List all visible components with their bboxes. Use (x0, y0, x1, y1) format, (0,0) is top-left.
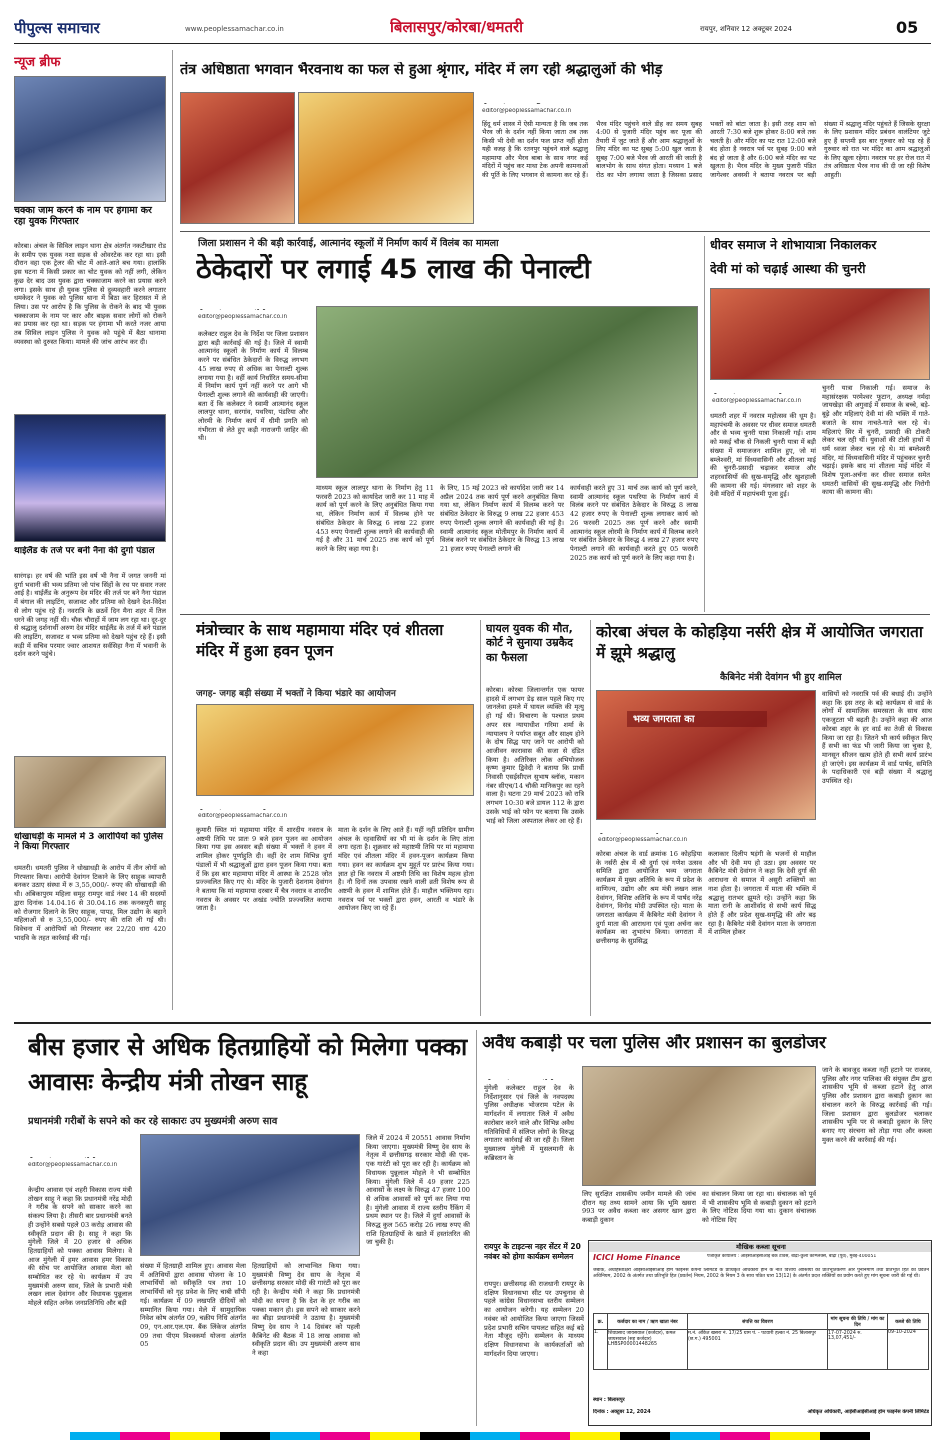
byline-place (766, 393, 782, 394)
dhivar-email: editor@peoplessamachar.co.in (712, 398, 802, 404)
court-body: कोरबा। कोरबा जिलान्तर्गत एक फायर हादसे में लगभग डेढ़ साल पहले किए गए जानलेवा हमले में घायल व्यक्ति की मृत्यु हो गई थी। विचारण के पश्चात प्रथम अपर सत्र न्यायाधीश गरिमा शर्मा के न्यायालय ने पर्याप्त सबूत और साक्ष्य होने के दोष सिद्ध पाए जाने पर आरोपी को आजीवन कारावास की सजा से दंडित किया है। अतिरिक्त लोक अभियोजक कृष्ण कुमार द्विवेदी ने बताया कि प्रार्थी निवासी एसईसीएल सुभाष ब्लॉक, मकान नंबर सीएच/14 चौकी मानिकपुर का रहने वाला है। घटना 29 मार्च 2023 को रात्रि लगभग 10:30 बजे डायल 112 के द्वारा उसके भाई को फोन पर बताया कि उसके भाई को जिला अस्पताल लेकर आ रहे हैं। (486, 686, 584, 825)
column-divider (704, 236, 705, 612)
section-rule (180, 231, 930, 232)
table-cell: 1. (594, 1330, 608, 1370)
jagrata-col-1: कोरबा अंचल के वार्ड क्रमांक 16 कोहड़िया के नर्सरी क्षेत्र में श्री दुर्गा एवं गणेश उत्सव समिति द्वारा आयोजित भव्य जगराता कार्यक्रम में मुख्य अतिथि के रूप में प्रदेश के वाणिज्य, उद्योग और श्रम मंत्री लखन लाल देवांगन, विशिष्ट अतिथि के रूप में पार्षद नरेंद्र देवांगन, विनोद मोदी उपस्थित रहे। माता के जगराता कार्यक्रम में कैबिनेट मंत्री देवांगन ने दुर्गा माता की आराधना एवं पूजा अर्चना कर कार्यक्रम का शुभारंभ किया। जगराता में छत्तीसगढ़ के सुप्रसिद्ध (596, 850, 702, 946)
legal-notice (588, 1240, 932, 1426)
masthead (0, 0, 945, 44)
awas-photo (140, 1134, 360, 1256)
header-cell: मांग सूचना की तिथि / मांग का दिन (828, 1314, 888, 1330)
header-cell: संपत्ति का विवरण (688, 1314, 828, 1330)
dhivar-headline-1: धीवर समाज ने शोभायात्रा निकालकर (710, 238, 877, 252)
table-cell: 17-07-2024 रु. 13,07,451/- (828, 1330, 888, 1370)
awas-email: editor@peoplessamachar.co.in (28, 1162, 118, 1168)
jagrata-col-3: वासियों को नवरात्रि पर्व की बधाई दी। उन्होंने कहा कि इस तरह के बड़े कार्यक्रम से वार्ड के लोगों में सामाजिक समरसता के साथ साथ एकजुटता भी बढ़ती है। उन्होंने कहा की आज कोरबा शहर के हर वार्ड का तेजी से विकास किया जा रहा है। जितने भी कार्य स्वीकृत किए हैं सभी का फंड भी जारी किया जा चुका है, मानसून सीजन खत्म होते ही सभी कार्य प्रारंभ हो जाएंगे। इस कार्यक्रम में वार्ड पार्षद, समिति के पदाधिकारी एवं बड़ी संख्या में श्रद्धालु उपस्थित रहे। (822, 690, 932, 786)
penalty-col-3: के लिए, 15 मई 2023 को कार्यादेश जारी कर 14 अप्रैल 2024 तक कार्य पूर्ण करने अनुबंधित किया गया था, लेकिन निर्माण कार्य में विलम्ब करने पर संबंधित ठेकेदार के विरुद्ध 9 लाख 22 हजार 453 रुपए पेनाल्टी शुल्क लगाने की कार्यवाही की गई है। स्वामी आत्मानंद स्कूल मोतीमपुर के निर्माण कार्य में विलंब करने पर संबंधित ठेकेदार के विरुद्ध 13 लाख 21 हजार रुपए पेनाल्टी लगाने की (440, 484, 564, 553)
penalty-col-1: कलेक्टर राहुल देव के निर्देश पर जिला प्रशासन द्वारा बड़ी कार्रवाई की गई है। जिले में स्वामी आत्मानंद स्कूलों के निर्माण कार्य में विलम्ब करने पर संबंधित ठेकेदारों के विरुद्ध लगभग 45 लाख रुपए से अधिक का पेनाल्टी शुल्क लगाया गया है। वहीं कार्य निर्धारित समय-सीमा में निर्माण कार्य पूर्ण नहीं करने पर आगे भी पेनाल्टी शुल्क लगाने की कार्यवाही की जाएगी। बता दें कि कलेक्टर ने स्वामी आत्मानंद स्कूल लालपुर थाना, सरगांव, पथरिया, पंडरिया और लोरमी के निर्माण कार्य में धीमी प्रगति को गंभीरता से लेते हुए कड़ी नाराजगी जाहिर की थी। (198, 330, 308, 443)
byline-place (252, 809, 266, 810)
bulldozer-col-1: मुंगेली कलेक्टर राहुल देव के निर्देशानुसार एवं जिले के नवपदस्थ पुलिस अधीक्षक भोजराम पटेल के मार्गदर्शन में लगातार जिले में अवैध कारोबार करने वाले और विभिन्न अवैध गतिविधियों में संलिप्त लोगों के विरुद्ध लगातार कार्रवाई की जा रही है। जिला मुख्यालय मुंगेली में मुसलमानी के कब्रिस्तान के (484, 1084, 574, 1162)
byline-author (486, 1079, 528, 1080)
awas-col-3: हितग्राहियों को लाभान्वित किया गया। मुख्यमंत्री विष्णु देव साय के नेतृत्व में छत्तीसगढ़ सरकार मोदी की गारंटी को पूरा कर रही है। केन्द्रीय मंत्री ने कहा कि प्रधानमंत्री मोदी का सपना है कि देश के हर गरीब का पक्का मकान हो। इस सपने को साकार करने का बीड़ा प्रधानमंत्री ने उठाया है। मुख्यमंत्री विष्णु देव साय ने 14 दिसंबर को पहली कैबिनेट की बैठक में 18 लाख आवास को स्वीकृति प्रदान की। उप मुख्यमंत्री अरुण साव ने कहा (252, 1262, 360, 1358)
top-story-body: हिंदू धर्म शास्त्र में ऐसी मान्यता है कि जब तक भैरव जी के दर्शन नहीं किया जाता तब तक किसी भी देवी का दर्शन फल प्राप्त नहीं होता यही वजह है कि रतनपुर पहुंचने वाले श्रद्धालु महामाया और भैरव बाबा के साथ नगर कई मंदिरों में पहुंच कर माथा टेक अपनी कामनाओं की पूर्ति के लिए भगवान से कामना कर रहे हैं। भैरव मंदिर पहुंचने वाले डीह का समय सुबह 4:00 से पुजारी मंदिर पहुंच कर पूजा की तैयारी में जुट जाते हैं और आम श्रद्धालुओं के लिए मंदिर का पट सुबह 5:00 खुल जाता है सुबह 7:00 बजे भैरव जी आरती की जाती है बालभोग के साथ संगत होता। मध्यान 1 बजे रोठ का भोग लगाया जाता है जिसका प्रसाद भक्तों को बांटा जाता है। इसी तरह शाम को आरती 7:30 बजे शुरू होकर 8:00 बजे तक चलती है। और मंदिर का पट रात 12:00 बजे बंद होता है नवरात्र पर्व पर सुबह 9:00 बजे बंद हो जाता है और 6:00 बजे मंदिर का पट खुलता है। भैरव मंदिर के मुख्य पुजारी पंडित जागेश्वर अवस्थी ने बताया नवरात्र पर बड़ी संख्या में श्रद्धालु मंदिर पहुंचते हैं जिसके सुरक्षा के लिए प्रशासन मंदिर प्रबंधन वालंटियर जुटे हुए हैं सप्तमी इस बार गुरुवार को पड़ रहे हैं गुरुवार को रात भर मंदिर का आम श्रद्धालुओं के लिए खुला रहेगा। नवरात्र पर हर रोज रात में तंत्र अधिष्ठाता भैरव नाथ की दी जा रही विशेष आहुती। (482, 120, 930, 179)
byline-author (198, 809, 240, 810)
jagrata-headline: कोरबा अंचल के कोहड़िया नर्सरी क्षेत्र में आयोजित जगराता में झूमे श्रद्धालु (596, 623, 923, 662)
police-photo (14, 76, 166, 202)
column-divider (476, 1030, 477, 1426)
table-cell: शिवप्रसाद जायसवाल (कर्जदार), कमल जायसवाल (सह कर्जदार) LHBSP00001448265 (608, 1330, 688, 1370)
jagrata-banner: भव्य जगराता का (627, 711, 767, 727)
brief-2-body: सारंगढ़। हर वर्ष की भांति इस वर्ष भी नैना में जगत जननी मां दुर्गा भवानी की भव्य प्रतिमा जो पांच सिंहों के रथ पर सवार नजर आई है। थाईलैंड के अनुरूप देव मंदिर की तर्ज पर बने नैना पंडाल में बंगाल की लाइटिंग, सजावट और प्रतिमा को देखने देश-विदेश से लोग पहुंच रहे हैं। नवरात्रि के छठवें दिन मैना शहर में तिल धरने की जगह नहीं थी। चौक चौराहों में जाम लग रहा था। दूर-दूर से श्रद्धालु दर्शनार्थी अरुण देव मंदिर थाईलैंड के तर्ज में बने पंडाल की लाइटिंग, सजावट व भव्य प्रतिमा को देखने पहुंच रहे हैं। इसी कड़ी में सचिव परमार ज्वार आशयत सर्वसिहा नैना में भवानी के दर्शन करने पहुंचे। (14, 572, 166, 659)
awas-col-1: केन्द्रीय आवास एवं शहरी विकास राज्य मंत्री तोखन साहू ने कहा कि प्रधानमंत्री नरेंद्र मोदी ने गरीब के सपने को साकार करने का संकल्प लिया है। तीसरी बार प्रधानमंत्री बनते ही उन्होंने सबसे पहले 03 करोड़ आवास की स्वीकृति प्रदान की है। साहू ने कहा कि मुंगेली जिले में 20 हजार से अधिक हितग्राहियों को पक्का आवास मिलेगा। वे आज मुंगेली में हमर आवास हमर विकास की सोच पर आयोजित आवास मेला को सम्बोधित कर रहे थे। कार्यक्रम में उप मुख्यमंत्री अरुण साव, जिले के प्रभारी मंत्री लखन लाल देवांगन और विधायक पुन्नूलाल मोहले सहित अनेक जनप्रतिनिधि और बड़ी (28, 1186, 132, 1308)
jagrata-email: editor@peoplessamachar.co.in (598, 837, 688, 843)
havan-col-1: कुमारी स्थित मां महामाया मंदिर में शारदीय नवरात्र के अष्टमी तिथि पर प्रातः 9 बजे हवन पूजन का आयोजन किया गया इस अवसर बड़ी संख्या में भक्तों ने हवन में शामिल होकर पूर्णाहुति दी। वहीं देर शाम विभिन्न दुर्गा पंडालों में भी श्रद्धालुओं द्वारा हवन पूजन किया गया। बता दें कि इस बार महामाया मंदिर में आस्था के 2528 जोत प्रज्ज्वलित किए गए थे। मंदिर के पुजारी देशनाम देवांगन ने बताया कि मां महामाया दरबार में चैत्र नवरात्र व शारदीय नवरात्र के अवसर पर अखंड ज्योति प्रज्ज्वलित कराया जाता है। (196, 826, 332, 913)
notice-address: पंजीकृत कार्यालय : आईसीआईसीआई बैंक टावर्स, बांद्रा-कुर्ला कॉम्प्लेक्स, बांद्रा (पूर्व), मुंबई-400051 (707, 1254, 877, 1259)
site-url: www.peoplessamachar.co.in (185, 25, 284, 33)
brief-1-title: चक्का जाम करने के नाम पर हंगामा कर रहा युवक गिरफ्तार (14, 206, 152, 227)
awas-headline: बीस हजार से अधिक हितग्राहियों को मिलेगा पक्का आवासः केन्द्रीय मंत्री तोखन साहू (28, 1033, 468, 1096)
notice-place: स्थान : बिलासपुर (593, 1397, 625, 1403)
column-divider (172, 50, 173, 1010)
top-story-byline (482, 94, 592, 104)
havan-subhead: जगह- जगह बड़ी संख्या में भक्तों ने किया भंडारे का आयोजन (196, 689, 396, 699)
table-cell: म.नं. अंकित खसरा नं. 17/25 ग्राम पं. - पटवारी हल्का नं. 25 बिलासपुर (छ.ग.) 495001 (688, 1330, 828, 1370)
section-rule (180, 614, 930, 615)
header-rule (14, 43, 931, 44)
byline-author (482, 103, 524, 104)
penalty-photo (316, 306, 698, 478)
top-story-email: editor@peoplessamachar.co.in (482, 108, 572, 114)
dhivar-col-2: चुनरी यात्रा निकाली गई। समाज के महासंरक्षक परमेश्वर फूटान, अध्यक्ष नर्मदा जायखेड़ा की अगुवाई में समाज के बच्चे, बड़े-बूढ़े और महिलाएं देवी मां की भक्ति में गाते-बजाते के साथ नाचते-गाते चल रहे थे। महिलाएं सिर में चुनरी, प्रसादी की टोकरी लेकर चल रही थीं। युवाओं की टोली हाथों में धर्म ध्वजा लेकर चल रहे थे। मां बम्लेश्वरी मंदिर, मां विंध्यवासिनी मंदिर में पहुंचकर चुनरी चढ़ाई। इसके बाद मां शीतला माई मंदिर में विशेष पूजा-अर्चना कर धीवर समाज समेत धमतरी वासियों की सुख-समृद्धि और निरोगी काया की कामना की। (822, 384, 930, 497)
bulldozer-headline: अवैध कबाड़ी पर चला पुलिस और प्रशासन का बुलडोजर (482, 1034, 826, 1053)
notice-title: मौखिक कब्जा सूचना (589, 1242, 932, 1252)
color-registration-bar (70, 1432, 870, 1440)
brand-name: पीपुल्स समाचार (14, 19, 100, 37)
awas-col-2: संख्या में हितग्राही शामिल हुए। आवास मेला में अतिथियों द्वारा आवास योजना के 10 लाभार्थियों को स्वीकृति पत्र तथा 10 लाभार्थियों को गृह प्रवेश के लिए चाबी सौंपी गई। कार्यक्रम में 09 लखपति दीदियों को सम्मानित किया गया। मेले में सामुदायिक निवेश कोष अंतर्गत 09, चक्रीय निधि अंतर्गत 09, एन.आर.एल.एम. बैंक लिंकेज अंतर्गत 09 तथा पीएम विश्वकर्मा योजना अंतर्गत 05 (140, 1262, 246, 1349)
byline-author (712, 393, 754, 394)
dhivar-headline-2: देवी मां को चढ़ाई आस्था की चुनरी (710, 262, 866, 276)
header-cell: कब्जे की तिथि (888, 1314, 929, 1330)
byline-author (198, 309, 240, 310)
brief-2-title: थाईलैंड के तर्ज पर बनी नैना की दुर्गा पंडाल (14, 546, 155, 556)
havan-headline: मंत्रोच्चार के साथ महामाया मंदिर एवं शीतला मंदिर में हुआ हवन पूजन (196, 621, 444, 660)
seminar-headline: रायपुर के टाइटन्स नहर सेंटर में 20 नवंबर को होगा कार्यक्रम सम्मेलन (484, 1242, 581, 1261)
brief-3-title: धोखाधड़ी के मामले में 3 आरोपियों को पुलिस ने किया गिरफ्तार (14, 832, 164, 853)
penalty-headline: ठेकेदारों पर लगाई 45 लाख की पेनाल्टी (196, 254, 591, 285)
top-story-headline: तंत्र अधिष्ठाता भगवान भैरवनाथ का फल से हुआ श्रृंगार, मंदिर में लग रही श्रद्धालुओं की भीड़ (180, 62, 663, 78)
seminar-body: रायपुर। छत्तीसगढ़ की राजधानी रायपुर के दक्षिण विधानसभा सीट पर उपचुनाव से पहले कांग्रेस विधानसभा स्तरीय सम्मेलन का आयोजन करेगी। यह सम्मेलन 20 नवंबर को आयोजित किया जाएगा जिसमें प्रदेश प्रभारी सचिन पायलट सहित कई बड़े नेता मौजूद रहेंगे। सम्मेलन के माध्यम दक्षिण विधानसभा के कार्यकर्ताओं को मार्गदर्शन दिया जाएगा। (484, 1280, 584, 1358)
accused-photo (14, 756, 166, 828)
penalty-email: editor@peoplessamachar.co.in (198, 314, 288, 320)
havan-email: editor@peoplessamachar.co.in (198, 813, 288, 819)
jagrata-byline (598, 824, 718, 834)
penalty-kicker: जिला प्रशासन ने की बड़ी कार्रवाई, आत्मानंद स्कूलों में निर्माण कार्य में विलंब का मामला (198, 238, 499, 249)
byline-place (536, 103, 558, 104)
jagrata-subhead: कैबिनेट मंत्री देवांगन भी हुए शामिल (720, 672, 842, 683)
notice-table (593, 1313, 929, 1370)
awas-subhead: प्रधानमंत्री गरीबों के सपने को कर रहे साकारः उप मुख्यमंत्री अरुण साव (28, 1116, 278, 1127)
penalty-col-4: कार्यवाही करते हुए 31 मार्च तक कार्य को पूर्ण करने, स्वामी आत्मानंद स्कूल पथरिया के निर्माण कार्य में विलंब करने पर संबंधित ठेकेदार के विरुद्ध 8 लाख 42 हजार रुपए के पेनाल्टी शुल्क लगाकर कार्य को 26 फरवरी 2025 तक पूर्ण करने और स्वामी आत्मानंद स्कूल लोरमी के निर्माण कार्य में विलम्ब करने पर संबंधित ठेकेदार के विरुद्ध 4 लाख 27 हजार रुपए पेनाल्टी लगाने की कार्यवाही करते हुए 05 फरवरी 2025 तक कार्य को पूर्ण करने के लिए कहा गया है। (570, 484, 698, 562)
byline-place (252, 309, 266, 310)
brand-logo (14, 18, 164, 40)
byline-place (652, 833, 667, 834)
havan-byline (198, 800, 318, 810)
byline-place (540, 1079, 554, 1080)
news-brief-label: न्यूज ब्रीफ (14, 55, 61, 70)
notice-body: जबकि, अधोहस्ताक्षरी आईसीआईसीआई होम फाइनेंस कंपनी लिमिटेड के प्राधिकृत अधिकारी होने के नाते वित्तीय आस्तियों का प्रतिभूतिकरण और पुनर्निर्माण तथा प्रतिभूति हित का प्रवर्तन अधिनियम, 2002 के अंतर्गत तथा प्रतिभूति हित (प्रवर्तन) नियम, 2002 के नियम 3 के साथ पठित धारा 13(12) के अंतर्गत प्रदत्त शक्तियों का प्रयोग करते हुए मांग सूचना जारी की गई थी। (593, 1268, 929, 1280)
jagrata-col-2: कलाकार दिलीप षड़ंगी के भजनों से माहौल और भी देवी मय हो उठा। इस अवसर पर कैबिनेट मंत्री देवांगन ने कहा कि देवी दुर्गा की आराधना से समाज में असुरी शक्तियों का नाश होता है। जगराता में माता की भक्ति में श्रद्धालु रातभर झूमते रहे। उन्होंने कहा कि माता रानी के आशीर्वाद से सभी कार्य सिद्ध होते हैं और प्रदेश सुख-समृद्धि की ओर बढ़ रहा है। कैबिनेट मंत्री देवांगन माता के जगराता में शामिल होकर (708, 850, 816, 937)
table-cell: 09-10-2024 (888, 1330, 929, 1370)
page-number: 05 (896, 18, 919, 37)
byline-author (598, 833, 640, 834)
brief-3-body: धमतरी। धमतरी पुलिस ने धोखाधड़ी के आरोप में तीन लोगों को गिरफ्तार किया। आरोपी देवांगन टिकाने के लिए साहूक व्यापारी बनकर उठाए संस्था में रु 3,55,000/- रुपए की धोखाधड़ी की थी। अंबिकापुरम महिला समूह रामपुर वार्ड नंबर 14 की सदस्यों द्वारा दिनांक 14.04.16 से 30.04.16 तक कनकपुरी साहू को रोजगार दिलाने के लिए साहूक, पापड़, मिल उद्योग के बहाने महिलाओं से रु 3,55,000/- रुपए की राशि ली गई थी। विवेचना में आरोपियों को गिरफ्तार कर 22/20 धारा 420 भादवि के तहत कार्रवाई की गई। (14, 864, 166, 942)
bulldozer-col-3: का संचालन किया जा रहा था। संचालक को पूर्व में भी शासकीय भूमि से कबाड़ी दुकान को हटाने के लिए नोटिस दिया गया था। दुकान संचालक को नोटिस दिए (702, 1190, 816, 1225)
havan-col-2: माता के दर्शन के लिए आते हैं। यहीं नहीं प्रतिदिन ग्रामीण अंचल के रहवासियों का भी मां के दर्शन के लिए तांता लगा रहता है। शुक्रवार को महाष्टमी तिथि पर मां महामाया मंदिर एवं शीतला मंदिर में हवन-पूजन कार्यक्रम किया गया। हवन का कार्यक्रम शुभ मुहूर्त पर प्रारंभ किया गया। ज्ञात हो कि नवरात्र में अष्टमी तिथि का विशेष महत्व होता है। नौ दिनों तक उपवास रखने वाली व्रती विशेष रूप से अष्टमी के हवन में शामिल होते हैं। माहौल भक्तिमय रहा। नवरात्र पर्व पर भक्तों द्वारा हवन, आरती व भंडारे के आयोजन किए जा रहे हैं। (338, 826, 474, 913)
notice-signature: अधिकृत अधिकारी, आईसीआईसीआई होम फाइनेंस कंपनी लिमिटेड (807, 1409, 929, 1415)
notice-company: ICICI Home Finance (593, 1253, 681, 1262)
header-cell: कर्जदार का नाम / ऋण खाता नंबर (608, 1314, 688, 1330)
dateline: रायपुर, शनिवार 12 अक्टूबर 2024 (700, 25, 792, 33)
header-cell: क्र. (594, 1314, 608, 1330)
dhivar-photo (710, 288, 930, 380)
bhairav-photo-1 (180, 92, 295, 224)
dhivar-byline (712, 384, 822, 394)
havan-photo (196, 704, 474, 796)
section-rule (14, 1022, 931, 1024)
bulldozer-col-2: लिए सुरक्षित शासकीय जमीन मामले की जांच दौरान यह तथ्य सामने आया कि भूमि खसरा 993 पर अवैध कब्जा कर असगर खान द्वारा कबाड़ी दुकान (582, 1190, 696, 1225)
byline-place (82, 1157, 96, 1158)
dhivar-col-1: धमतरी शहर में नवरात्र महोत्सव की धूम है। महापंचमी के अवसर पर धीवर समाज धमतरी और से भव्य चुनरी यात्रा निकाली गई। शाम को मकई चौक से निकली चुनरी यात्रा में बड़ी संख्या में समाजजन शामिल हुए, जो मां बम्लेश्वरी, मां विंध्यवासिनी और शीतला माई की चुनरी-प्रसादी चढ़ाकर समाज और शहरवासियों की सुख-समृद्धि और खुशहाली की कामना की गई। मंगलवार को शहर के देवी मंदिरों में महापंचमी पूजा हुई। (710, 412, 816, 499)
notice-date: दिनांक : अक्टूबर 12, 2024 (593, 1409, 651, 1415)
brief-1-body: कोरबा। अंचल के सिविल लाइन थाना क्षेत्र अंतर्गत नकटीखार रोड के समीप एक युवक नशा सड़क से ओवरटेक कर रहा था। इसी दौरान वहा एक ट्रेलर की चोट में आते-आते बच गया। हालांकि इस घटना में किसी प्रकार का चोट युवक को नहीं लगी, लेकिन कुछ देर बाद उस युवक द्वारा चक्काजाम करने का प्रयास करने लगा। इसके साथ ही युवक पुलिस से दुव्यवहारी करने लगातार धमकेदर ने युवक को पुलिस थाना में बिठा कर हिरासत में ले लिया। उस पर आरोप है कि पुलिस के रोकने के बाद भी युवक चक्काजाम के नाम पर कार और बाइक सवार लोगों को रोकने का प्रयास कर रहा था। सड़क पर हंगामा भी करते नजर आया तब सिविल लाइन पुलिस ने युवक को पहुंचे में बैठा थानामा व्यवस्था को दुरुस्त किया। मामले की जांच आरंभ कर दी। (14, 242, 166, 346)
bhairav-photo-2 (298, 92, 474, 224)
bulldozer-col-4: जाने के बावजूद कब्जा नहीं हटाने पर राजस्व, पुलिस और नगर पालिका की संयुक्त टीम द्वारा शासकीय भूमि से कब्जा हटाने हेतु आज पुलिस और प्रशासन द्वारा कबाड़ी दुकान का संचालन करने के विरुद्ध कार्रवाई की गई। जिला प्रशासन द्वारा बुलडोजर चलाकर शासकीय भूमि पर से कबाड़ी दुकान के लिए बनाए गए संरचना को तोड़ा गया और कब्जा मुक्त करने की कार्रवाई की गई। (822, 1066, 932, 1144)
penalty-col-2: माध्यम स्कूल लालपुर थाना के निर्माण हेतु 11 फरवरी 2023 को कार्यादेश जारी कर 11 माह में कार्य को पूर्ण करने के लिए अनुबंधित किया गया था, लेकिन निर्माण कार्य में विलम्ब होने पर संबंधित ठेकेदार के विरुद्ध 6 लाख 22 हजार 453 रुपए पेनाल्टी शुल्क लगाने की कार्यवाही की गई है और 31 मार्च 2025 तक कार्य को पूर्ण करने के लिए कहा गया है। (316, 484, 434, 553)
court-headline: घायल युवक की मौत, कोर्ट ने सुनाया उम्रकैद का फैसला (486, 622, 573, 664)
edition-title: बिलासपुर/कोरबा/धमतरी (390, 18, 524, 36)
byline-author (28, 1157, 70, 1158)
column-divider (590, 620, 591, 1016)
bulldozer-photo (582, 1066, 816, 1186)
pandal-photo (14, 414, 166, 542)
awas-col-4: जिले में 2024 में 20551 आवास निर्माण किया जाएगा। मुख्यमंत्री विष्णु देव साय के नेतृत्व में छत्तीसगढ़ सरकार मोदी की एक-एक गारंटी को पूरा कर रही है। कार्यक्रम को विधायक पुन्नूलाल मोहले ने भी सम्बोधित किया। मुंगेली जिले में 49 हजार 225 आवासों के लक्ष्य के विरुद्ध 47 हजार 100 से अधिक आवासों को पूर्ण कर लिया गया है। मुंगेली आवास में राज्य स्तरीय रैंकिंग में प्रथम स्थान पर है। जिले में दुर्गा आवासों के विरुद्ध कुल 565 करोड़ 26 लाख रुपए की राशि हितग्राहियों के खाते में हस्तांतरित की जा चुकी है। (366, 1134, 470, 1247)
awas-byline (28, 1148, 148, 1158)
notice-table-header (594, 1314, 929, 1330)
jagrata-photo (596, 690, 816, 820)
table-row (594, 1330, 929, 1370)
column-divider (480, 620, 481, 1016)
